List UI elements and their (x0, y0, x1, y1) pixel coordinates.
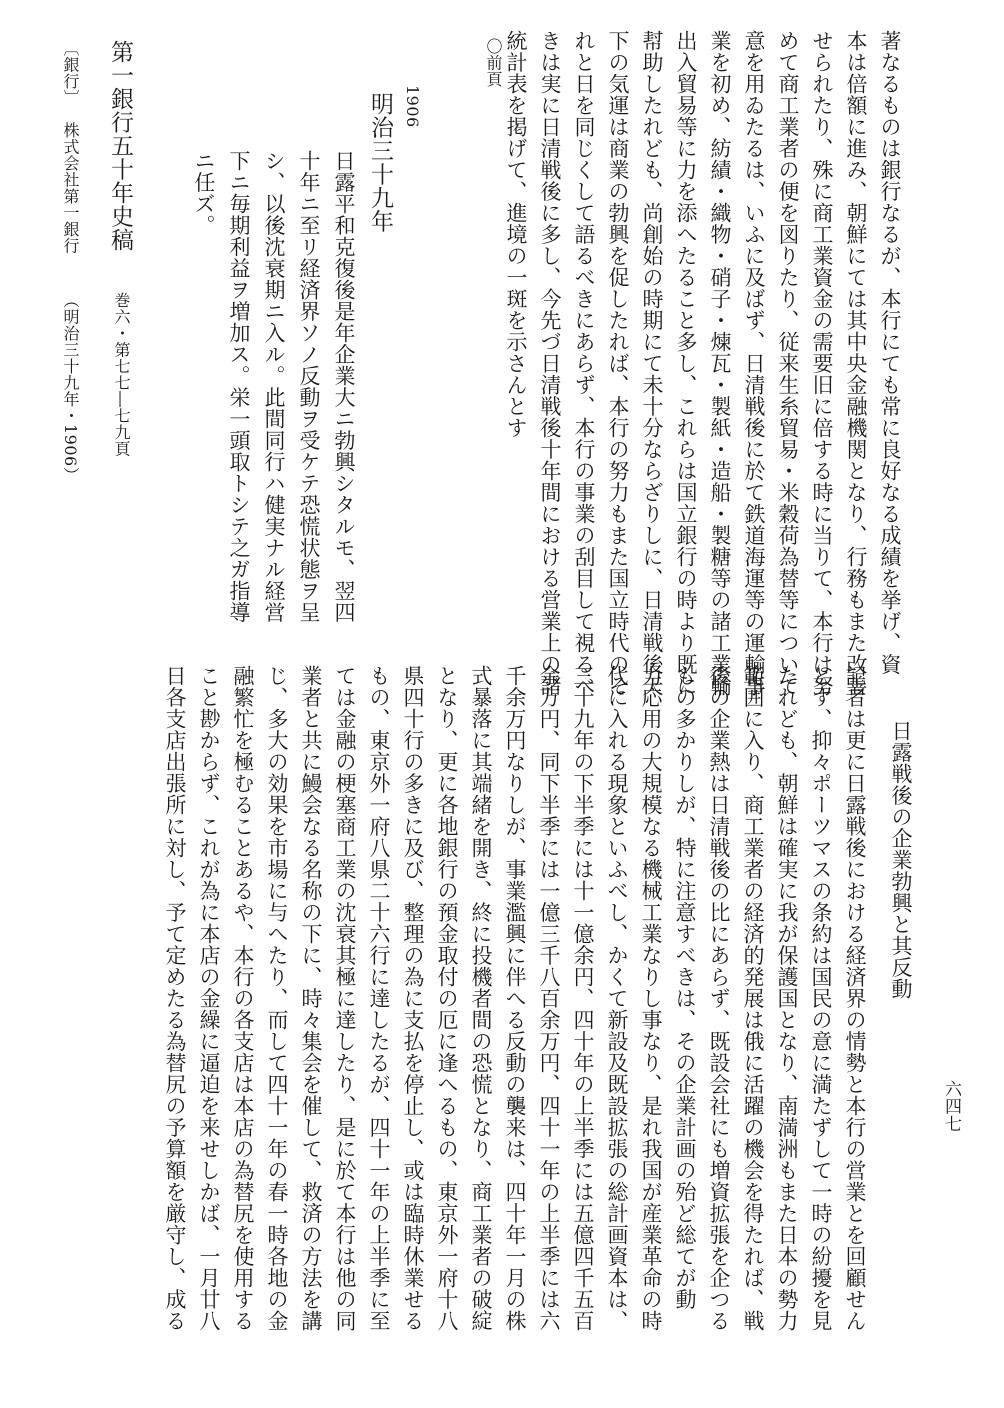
page-reference-footnote: 〇前頁 (484, 38, 503, 88)
upper-text-line: 統計表を掲げて、進境の一斑を示さんとす (504, 30, 528, 439)
lower-text-line: 式暴落に其端緒を開き、終に投機者間の恐慌となり、商工業者の破綻 (469, 665, 493, 1332)
upper-text-line: 業を初め、紡績・織物・硝子・煉瓦・製紙・造船・製糖等の諸工業輸 (708, 30, 732, 697)
lower-text-line: 範囲に入り、商工業者の経済的発展は俄に活躍の機会を得たれば、戦 (741, 665, 765, 1332)
lower-text-line: 日各支店出張所に対し、予て定めたる為替尻の予算額を厳守し、成る (163, 665, 187, 1332)
lower-text-line: 業者と共に鰻会なる名称の下に、時々集会を催して、救済の方法を講 (299, 665, 323, 1332)
lower-text-line: 県四十行の多きに及び、整理の為に支払を停止し、或は臨時休業せる (401, 665, 425, 1332)
lower-text-line: じ、多大の効果を市場に与へたり、而して四十一年の春一時各地の金 (265, 665, 289, 1332)
upper-text-line: めて商工業者の便を図りたり、従来生糸貿易・米穀荷為替等について (776, 30, 800, 697)
upper-text-line: 出入貿易等に力を添へたること多し、これらは国立銀行の時より既に (674, 30, 698, 697)
lower-text-line: 代に入れる現象といふべし、かくて新設及既設拡張の総計画資本は、 (605, 665, 629, 1332)
lower-text-line: 千余万円なりしが、事業濫興に伴へる反動の襲来は、四十年一月の株 (503, 665, 527, 1332)
lower-text-line: 力応用の大規模なる機械工業なりし事なり、是れ我国が産業革命の時 (639, 665, 663, 1332)
lower-text-line: こと尠からず、これが為に本店の金繰に逼迫を来せしかば、一月廿八 (197, 665, 221, 1332)
upper-text-line: きは実に日清戦後に多し、今先づ日清戦後十年間における営業上の諸 (538, 30, 562, 697)
lower-text-line: 融繁忙を極むることあるや、本行の各支店は本店の為替尻を使用する (231, 665, 255, 1332)
entry-summary-line: 下ニ毎期利益ヲ増加ス。栄一頭取トシテ之ガ指導 (227, 150, 251, 623)
entry-summary-line: シ、以後沈衰期ニ入ル。此間同行ハ健実ナル経営 (262, 150, 286, 623)
source-title: 第一銀行五十年史稿 (107, 40, 133, 252)
entry-summary-line: 十年ニ至リ経済界ソノ反動ヲ受ケテ恐慌状態ヲ呈 (297, 150, 321, 623)
upper-text-line: 本は倍額に進み、朝鮮にては其中央金融機関となり、行務もまた改善 (844, 30, 868, 697)
source-publisher: 株式会社第一銀行 (61, 122, 80, 254)
source-volume-pages: 巻六・第七七―七九頁 (112, 292, 131, 457)
upper-text-line: 意を用ゐたるは、いふに及ばず、日清戦後に於て鉄道海運等の運輸事 (742, 30, 766, 697)
lower-text-line: たれども、朝鮮は確実に我が保護国となり、南満洲もまた日本の勢力 (775, 665, 799, 1332)
source-date: （明治三十九年・1906） (61, 292, 80, 484)
section-heading: 日露戦後の企業勃興と其反動 (889, 720, 913, 1000)
entry-summary-line: 日露平和克復後是年企業大ニ勃興シタルモ、翌四 (332, 150, 356, 623)
upper-text-line: 幇助したれども、尚創始の時期にて未十分ならざりしに、日清戦後天 (640, 30, 664, 697)
upper-text-line: 著なるものは銀行なるが、本行にても常に良好なる成績を挙げ、資 (878, 30, 902, 675)
lower-text-line: ては金融の梗塞商工業の沈衰其極に達したり、是に於て本行は他の同 (333, 665, 357, 1332)
lower-text-line: 記者は更に日露戦後における経済界の情勢と本行の営業とを回顧せん (843, 665, 867, 1332)
lower-text-line: もの多かりしが、特に注意すべきは、その企業計画の殆ど総てが動 (673, 665, 697, 1310)
lower-text-line: とす、抑々ポーツマスの条約は国民の意に満たずして一時の紛擾を見 (809, 665, 833, 1332)
upper-text-line: せられたり、殊に商工業資金の需要旧に倍する時に当りて、本行は努 (810, 30, 834, 697)
year-title: 明治三十九年 (367, 92, 393, 233)
upper-text-line: れと日を同じくして語るべきにあらず、本行の事業の刮目して視るべ (572, 30, 596, 697)
entry-summary-line: ニ任ズ。 (192, 150, 216, 236)
upper-text-line: 下の気運は商業の勃興を促したれば、本行の努力もまた国立時代のそ (606, 30, 630, 697)
lower-text-line: となり、更に各地銀行の預金取付の厄に逢へるもの、東京外一府十八 (435, 665, 459, 1332)
western-year: 1906 (403, 85, 422, 128)
lower-text-line: 三十九年の下半季には十一億余円、四十年の上半季には五億四千五百 (571, 665, 595, 1332)
page-number: 六四七 (941, 1080, 961, 1133)
source-category: 〔銀行〕 (61, 40, 80, 106)
lower-text-line: もの、東京外一府八県二十六行に達したるが、四十一年の上半季に至 (367, 665, 391, 1332)
lower-text-line: 余万円、同下半季には一億三千八百余万円、四十一年の上半季には六 (537, 665, 561, 1332)
lower-text-line: 後の企業熱は日清戦後の比にあらず、既設会社にも増資拡張を企つる (707, 665, 731, 1332)
